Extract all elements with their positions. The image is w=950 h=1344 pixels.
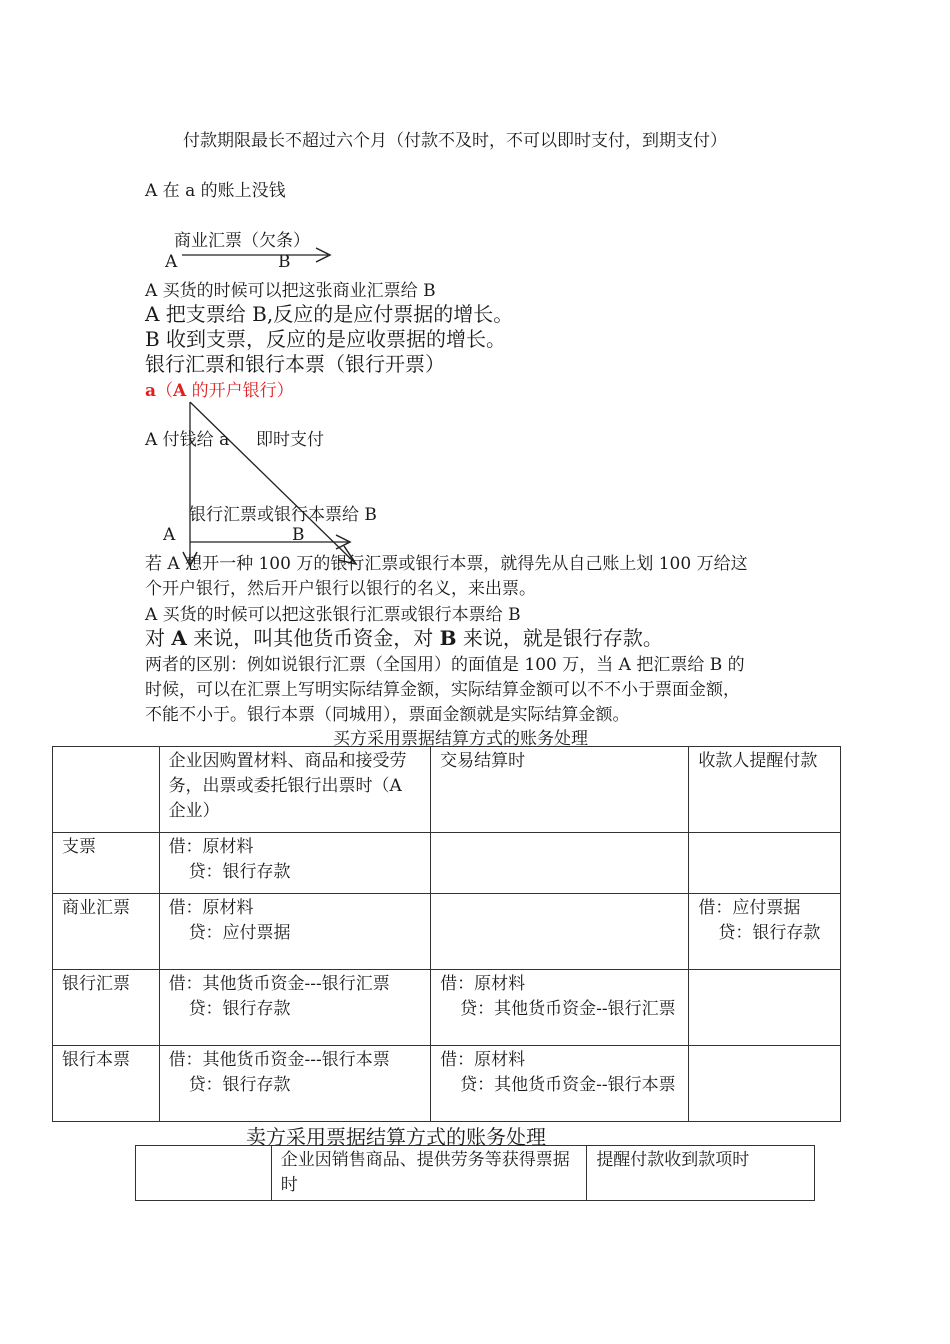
- table-cell: [159, 894, 431, 970]
- table-cell: [689, 970, 841, 1046]
- table-header-cell: 交易结算时: [431, 747, 689, 833]
- credit-entry: 贷：其他货币资金--银行汇票: [460, 999, 676, 1019]
- text-line: 时候，可以在汇票上写明实际结算金额，实际结算金额可以不不小于票面金额，: [145, 680, 740, 700]
- triangle-diagram: [170, 396, 370, 572]
- credit-entry: 贷：银行存款: [188, 1075, 291, 1095]
- credit-entry: 贷：银行存款: [718, 923, 821, 943]
- diagram-node-b: B: [292, 525, 305, 545]
- table-cell: [159, 833, 431, 894]
- text-line: A 在 a 的账上没钱: [145, 181, 286, 201]
- table-header-cell: 收款人提醒付款: [689, 747, 841, 833]
- table-header-cell: 企业因销售商品、提供劳务等获得票据时: [271, 1146, 587, 1201]
- table-title: 卖方采用票据结算方式的账务处理: [246, 1125, 546, 1149]
- buyer-table: [52, 746, 841, 1122]
- table-cell: [159, 1046, 431, 1122]
- text-line: B 收到支票，反应的是应收票据的增长。: [145, 327, 507, 351]
- section-heading: 银行汇票和银行本票（银行开票）: [145, 352, 445, 376]
- bank-label-paren: （: [156, 381, 174, 401]
- row-name: 银行本票: [53, 1046, 160, 1122]
- table-header-row: [136, 1146, 815, 1201]
- diagram-node-a: A: [165, 252, 178, 272]
- text-line: 付款期限最长不超过六个月（付款不及时，不可以即时支付，到期支付）: [183, 131, 727, 151]
- debit-entry: 借：应付票据: [698, 898, 801, 918]
- text-line: 两者的区别：例如说银行汇票（全国用）的面值是 100 万，当 A 把汇票给 B 的: [145, 655, 745, 675]
- debit-entry: 借：其他货币资金---银行汇票: [168, 974, 390, 994]
- debit-entry: 借：原材料: [440, 974, 526, 994]
- text-fragment: 来说，叫其他货币资金，对: [186, 626, 440, 650]
- table-cell: [689, 833, 841, 894]
- table-header-cell: 提醒付款收到款项时: [587, 1146, 815, 1201]
- diagram-label: 即时支付: [256, 430, 324, 450]
- diagram-node-b: B: [278, 252, 291, 272]
- table-row: [53, 833, 841, 894]
- credit-entry: 贷：银行存款: [188, 999, 291, 1019]
- debit-entry: 借：原材料: [168, 898, 254, 918]
- table-cell: [159, 970, 431, 1046]
- diagram-node-a: A: [163, 525, 176, 545]
- table-header-cell: 企业因购置材料、商品和接受劳务，出票或委托银行出票时（A 企业）: [159, 747, 431, 833]
- table-cell: [431, 833, 689, 894]
- seller-table: [135, 1145, 815, 1201]
- table-cell: [431, 970, 689, 1046]
- credit-entry: 贷：应付票据: [188, 923, 291, 943]
- table-row: [53, 1046, 841, 1122]
- text-line: 个开户银行，然后开户银行以银行的名义，来出票。: [145, 579, 536, 599]
- text-line: A 把支票给 B,反应的是应付票据的增长。: [145, 302, 514, 326]
- row-name: 商业汇票: [53, 894, 160, 970]
- text-line: A 买货的时候可以把这张商业汇票给 B: [145, 281, 436, 301]
- diagram-label: A 付钱给 a: [145, 430, 230, 450]
- credit-entry: 贷：其他货币资金--银行本票: [460, 1075, 676, 1095]
- table-row: [53, 970, 841, 1046]
- table-cell: [689, 894, 841, 970]
- table-header-row: [53, 747, 841, 833]
- table-cell: [431, 1046, 689, 1122]
- table-header-cell: [136, 1146, 272, 1201]
- text-fragment: 来说，就是银行存款。: [456, 626, 663, 650]
- credit-entry: 贷：银行存款: [188, 862, 291, 882]
- debit-entry: 借：原材料: [440, 1050, 526, 1070]
- text-fragment: 对: [145, 626, 172, 650]
- table-title: 买方采用票据结算方式的账务处理: [333, 729, 588, 749]
- bank-label-A: A: [173, 381, 187, 401]
- table-header-cell: [53, 747, 160, 833]
- row-name: 银行汇票: [53, 970, 160, 1046]
- bank-label-rest: 的开户银行）: [186, 381, 294, 401]
- text-line: [145, 622, 663, 651]
- text-fragment: A: [171, 626, 187, 650]
- text-line: A 买货的时候可以把这张银行汇票或银行本票给 B: [145, 605, 521, 625]
- table-cell: [689, 1046, 841, 1122]
- debit-entry: 借：原材料: [168, 837, 254, 857]
- table-row: [53, 894, 841, 970]
- text-line: 若 A 想开一种 100 万的银行汇票或银行本票，就得先从自己账上划 100 万给这: [145, 554, 748, 574]
- row-name: 支票: [53, 833, 160, 894]
- diagram-label: 商业汇票（欠条）: [174, 231, 310, 251]
- text-line: 不能不小于。银行本票（同城用），票面金额就是实际结算金额。: [145, 705, 630, 725]
- table-cell: [431, 894, 689, 970]
- arrow-icon: [180, 246, 340, 266]
- text-fragment: B: [439, 626, 457, 650]
- diagram-label: 银行汇票或银行本票给 B: [189, 505, 377, 525]
- bank-label-a: a: [145, 381, 157, 401]
- debit-entry: 借：其他货币资金---银行本票: [168, 1050, 390, 1070]
